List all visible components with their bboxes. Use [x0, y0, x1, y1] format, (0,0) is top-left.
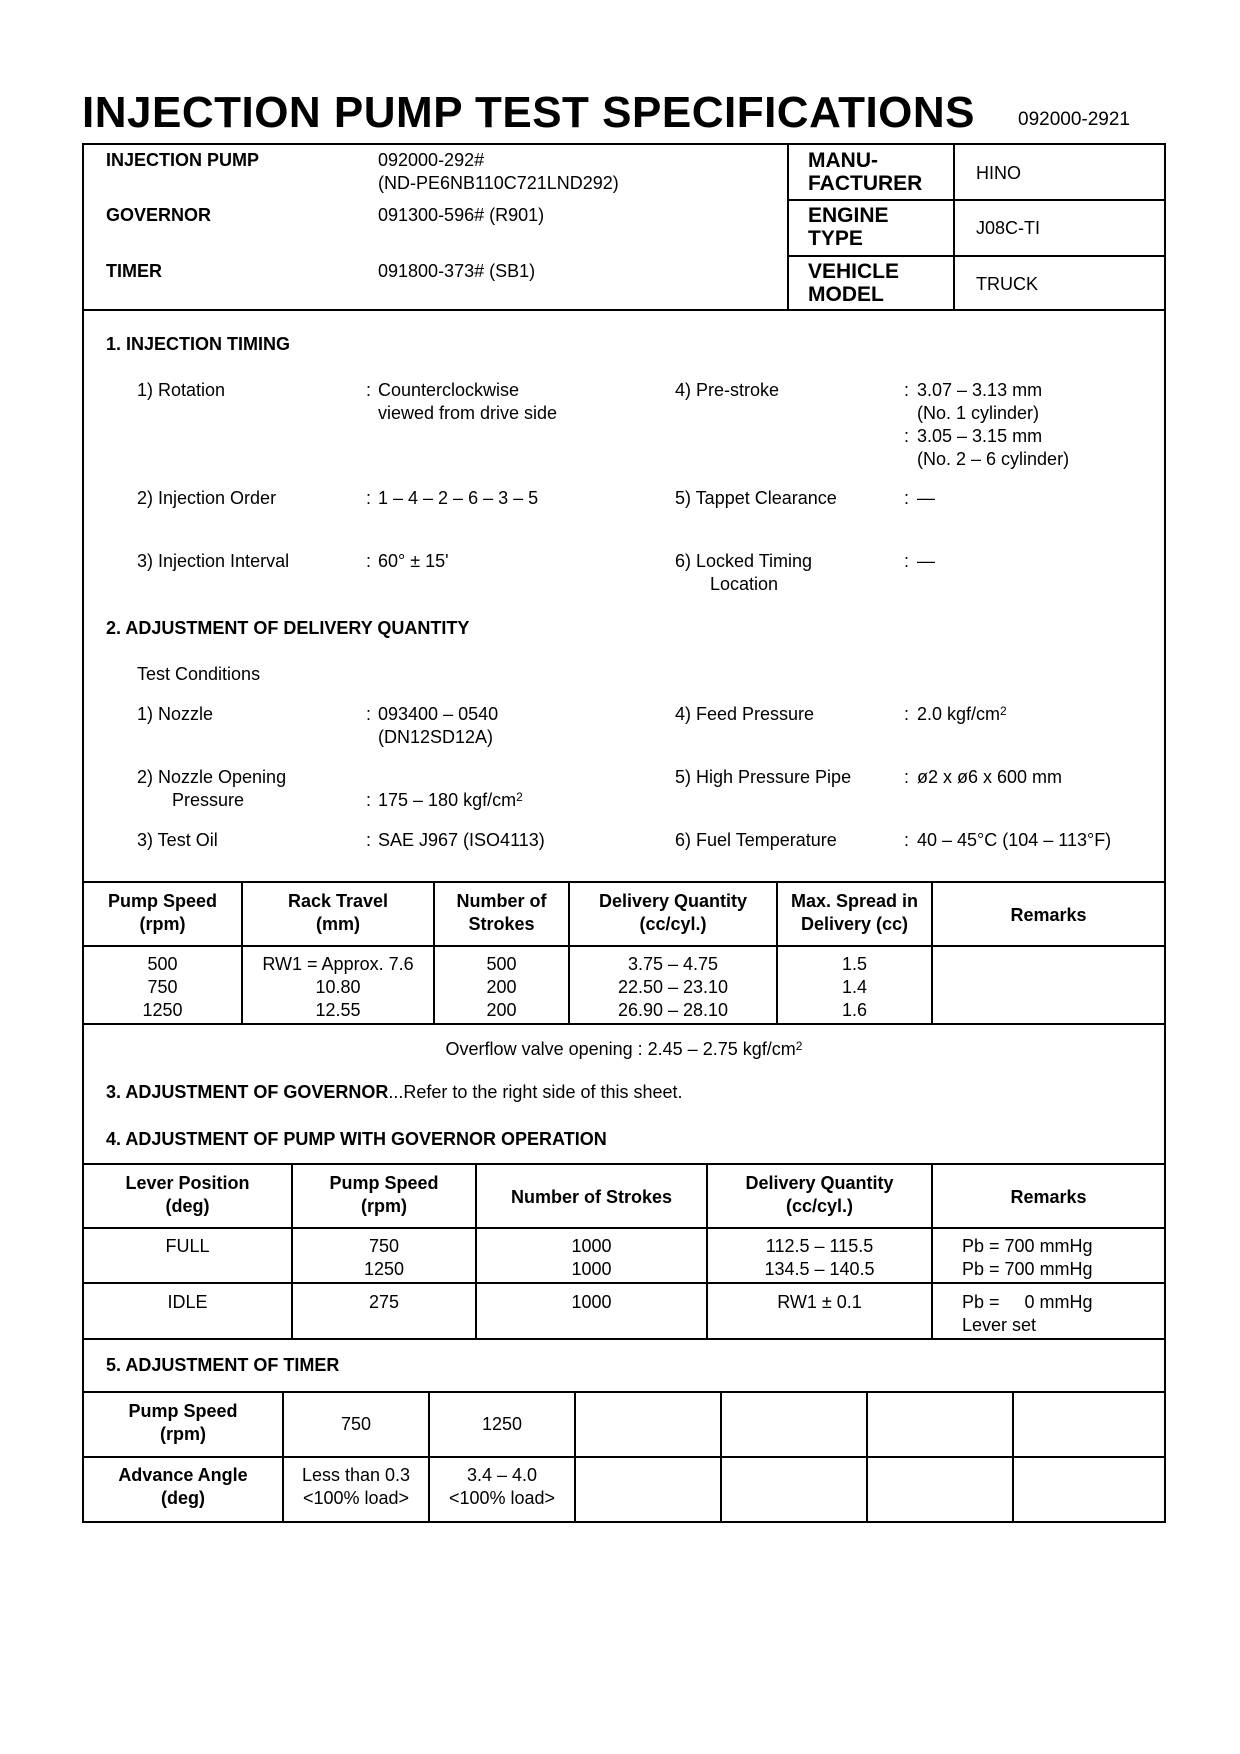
rotation-colon: :	[366, 380, 372, 400]
timer-label: TIMER	[106, 261, 162, 281]
high-pressure-pipe-label: 5) High Pressure Pipe	[675, 767, 852, 787]
table2-row-idle-delivery: RW1 ± 0.1	[777, 1292, 862, 1312]
table1-col-strokes: 500 200 200	[486, 954, 517, 1020]
section-2-heading: 2. ADJUSTMENT OF DELIVERY QUANTITY	[106, 618, 470, 638]
injection-interval-value: 60° ± 15'	[378, 551, 449, 571]
test-oil-colon: :	[366, 830, 372, 850]
nozzle-label: 1) Nozzle	[137, 704, 214, 724]
pre-stroke-label: 4) Pre-stroke	[675, 380, 780, 400]
table2-header-lever: Lever Position (deg)	[125, 1173, 250, 1216]
table2-header-pump-speed: Pump Speed (rpm)	[329, 1173, 439, 1216]
manufacturer-label: MANU- FACTURER	[808, 149, 923, 195]
rotation-value: Counterclockwise viewed from drive side	[378, 380, 558, 423]
table3-advance-1: Less than 0.3 <100% load>	[301, 1465, 411, 1508]
table3-top	[82, 1391, 1166, 1393]
pre-stroke-note-1: (No. 1 cylinder)	[917, 403, 1040, 423]
section-1-heading: 1. INJECTION TIMING	[106, 334, 291, 354]
pump-label: INJECTION PUMP	[106, 150, 260, 170]
high-pressure-pipe-colon: :	[904, 767, 910, 787]
table3-speed-2: 1250	[481, 1414, 523, 1434]
table1-header-strokes: Number of Strokes	[456, 891, 547, 934]
page-title: INJECTION PUMP TEST SPECIFICATIONS	[82, 88, 976, 137]
manufacturer-value: HINO	[976, 163, 1021, 183]
high-pressure-pipe-value: ø2 x ø6 x 600 mm	[917, 767, 1063, 787]
vehicle-model-value: TRUCK	[976, 274, 1038, 294]
nozzle-opening-pressure-colon: :	[366, 790, 372, 810]
table2-header-remarks: Remarks	[1010, 1187, 1087, 1207]
table1-col-delivery: 3.75 – 4.75 22.50 – 23.10 26.90 – 28.10	[617, 954, 729, 1020]
pre-stroke-value-2: 3.05 – 3.15 mm	[917, 426, 1043, 446]
tappet-clearance-colon: :	[904, 488, 910, 508]
table2-row-idle-strokes: 1000	[571, 1292, 612, 1312]
table1-header-bottom	[82, 945, 1166, 947]
nozzle-opening-pressure-value: 175 – 180 kgf/$cm^2$	[378, 790, 523, 810]
table3-advance-angle-label: Advance Angle (deg)	[118, 1465, 248, 1508]
table2-row-full-speed: 750 1250	[363, 1236, 405, 1279]
table3-col-div	[574, 1391, 576, 1523]
table3-row-divider	[82, 1456, 1166, 1458]
table3-col-div	[866, 1391, 868, 1523]
locked-timing-value: —	[917, 551, 935, 571]
table2-row-full-remarks: Pb = 700 mmHg Pb = 700 mmHg	[962, 1236, 1093, 1279]
pump-value: 092000-292#	[378, 150, 485, 170]
table2-row-idle-lever: IDLE	[167, 1292, 208, 1312]
table1-col-div	[931, 881, 933, 1025]
info-bottom	[82, 309, 1166, 311]
timer-value: 091800-373# (SB1)	[378, 261, 536, 281]
info-divider-v1	[787, 143, 789, 311]
table3-advance-2: 3.4 – 4.0 <100% load>	[448, 1465, 556, 1508]
injection-order-value: 1 – 4 – 2 – 6 – 3 – 5	[378, 488, 539, 508]
test-oil-label: 3) Test Oil	[137, 830, 218, 850]
fuel-temperature-colon: :	[904, 830, 910, 850]
frame-left	[82, 143, 84, 1523]
pump-value-2: (ND-PE6NB110C721LND292)	[378, 173, 619, 193]
table1-col-pump-speed: 500 750 1250	[142, 954, 183, 1020]
pre-stroke-colon-2: :	[904, 426, 910, 446]
tappet-clearance-label: 5) Tappet Clearance	[675, 488, 837, 508]
injection-order-label: 2) Injection Order	[137, 488, 277, 508]
table2-row-full-lever: FULL	[165, 1236, 210, 1256]
table2-row-divider	[82, 1282, 1166, 1284]
table2-row-idle-remarks: Pb = 0 mmHg Lever set	[962, 1292, 1093, 1335]
table1-header-rack-travel: Rack Travel (mm)	[287, 891, 389, 934]
governor-value: 091300-596# (R901)	[378, 205, 545, 225]
engine-type-value: J08C-TI	[976, 218, 1041, 238]
table3-col-div	[1012, 1391, 1014, 1523]
overflow-valve-note: Overflow valve opening : 2.45 – 2.75 kgf/$cm^2$	[445, 1039, 803, 1059]
section-4-heading: 4. ADJUSTMENT OF PUMP WITH GOVERNOR OPERATION	[106, 1129, 607, 1149]
info-divider-h1	[787, 199, 1166, 201]
table2-header-bottom	[82, 1227, 1166, 1229]
test-conditions-label: Test Conditions	[137, 664, 261, 684]
table3-pump-speed-label: Pump Speed (rpm)	[128, 1401, 238, 1444]
info-divider-v2	[953, 143, 955, 311]
locked-timing-label: 6) Locked Timing Location	[675, 551, 813, 594]
nozzle-value: 093400 – 0540 (DN12SD12A)	[378, 704, 499, 747]
feed-pressure-label: 4) Feed Pressure	[675, 704, 815, 724]
frame-bottom	[82, 1521, 1166, 1523]
table2-top	[82, 1163, 1166, 1165]
table3-col-div	[720, 1391, 722, 1523]
table1-bottom	[82, 1023, 1166, 1025]
governor-label: GOVERNOR	[106, 205, 212, 225]
feed-pressure-colon: :	[904, 704, 910, 724]
table1-col-rack-travel: RW1 = Approx. 7.6 10.80 12.55	[262, 954, 414, 1020]
rotation-label: 1) Rotation	[137, 380, 226, 400]
table2-bottom	[82, 1338, 1166, 1340]
table1-header-delivery: Delivery Quantity (cc/cyl.)	[598, 891, 748, 934]
table1-col-spread: 1.5 1.4 1.6	[841, 954, 868, 1020]
injection-order-colon: :	[366, 488, 372, 508]
nozzle-opening-pressure-label: 2) Nozzle Opening Pressure	[137, 767, 287, 810]
pre-stroke-note-2: (No. 2 – 6 cylinder)	[917, 449, 1070, 469]
table2-header-delivery: Delivery Quantity (cc/cyl.)	[745, 1173, 894, 1216]
vehicle-model-label: VEHICLE MODEL	[808, 260, 900, 306]
frame-top	[82, 143, 1166, 145]
section-5-heading: 5. ADJUSTMENT OF TIMER	[106, 1355, 340, 1375]
table1-header-pump-speed: Pump Speed (rpm)	[107, 891, 218, 934]
table2-header-strokes: Number of Strokes	[510, 1187, 673, 1207]
frame-right	[1164, 143, 1166, 1523]
table2-row-full-delivery: 112.5 – 115.5 134.5 – 140.5	[764, 1236, 875, 1279]
locked-timing-colon: :	[904, 551, 910, 571]
table1-top	[82, 881, 1166, 883]
table3-speed-1: 750	[340, 1414, 372, 1434]
injection-interval-colon: :	[366, 551, 372, 571]
info-divider-h2	[787, 255, 1166, 257]
table2-row-full-strokes: 1000 1000	[571, 1236, 612, 1279]
document-number: 092000-2921	[1018, 109, 1130, 130]
feed-pressure-value: 2.0 kgf/$cm^2$	[917, 704, 1007, 724]
pre-stroke-value-1: 3.07 – 3.13 mm	[917, 380, 1043, 400]
nozzle-colon: :	[366, 704, 372, 724]
section-3-heading: 3. ADJUSTMENT OF GOVERNOR...Refer to the right side of this sheet.	[106, 1082, 683, 1102]
tappet-clearance-value: —	[917, 488, 935, 508]
table1-header-remarks: Remarks	[1010, 905, 1087, 925]
fuel-temperature-label: 6) Fuel Temperature	[675, 830, 837, 850]
table1-header-spread: Max. Spread in Delivery (cc)	[790, 891, 919, 934]
test-oil-value: SAE J967 (ISO4113)	[378, 830, 545, 850]
table2-row-idle-speed: 275	[368, 1292, 400, 1312]
pre-stroke-colon-1: :	[904, 380, 910, 400]
injection-interval-label: 3) Injection Interval	[137, 551, 290, 571]
fuel-temperature-value: 40 – 45°C (104 – 113°F)	[917, 830, 1112, 850]
engine-type-label: ENGINE TYPE	[808, 204, 889, 250]
